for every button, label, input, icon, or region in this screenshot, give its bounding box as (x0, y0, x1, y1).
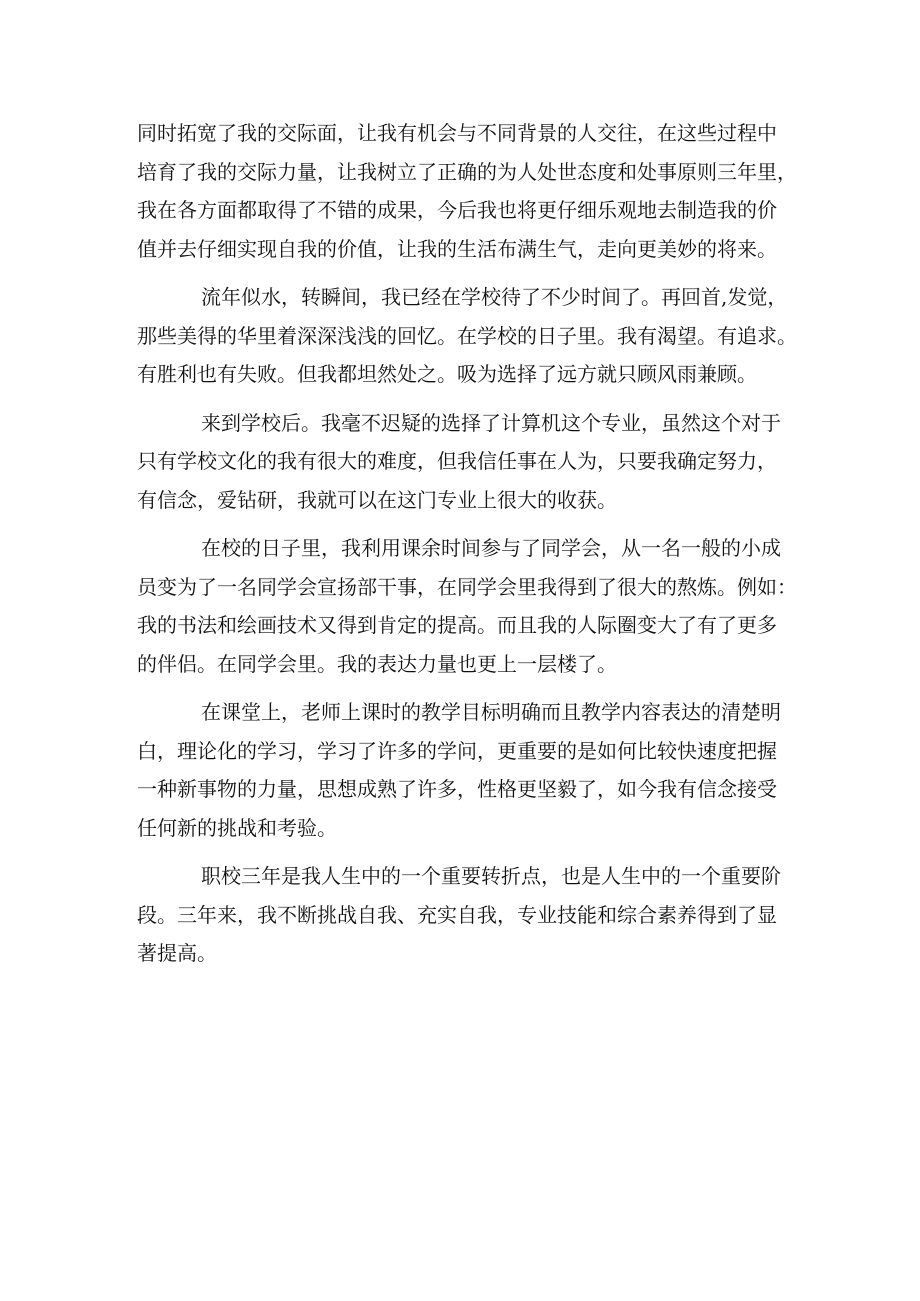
text-line: 在校的日子里，我利用课余时间参与了同学会，从一名一般的小成 (201, 536, 781, 560)
text-line: 培育了我的交际力量，让我树立了正确的为人处世态度和处事原则三年里， (137, 159, 797, 184)
text-line: 员变为了一名同学会宣扬部干事，在同学会里我得到了很大的熬炼。例如： (137, 574, 797, 599)
text-line: 流年似水，转瞬间，我已经在学校待了不少时间了。再回首,发觉， (201, 285, 788, 309)
text-line: 著提高。 (137, 941, 217, 965)
text-line: 那些美得的华里着深深浅浅的回忆。在学校的日子里。我有渴望。有追求。 (137, 323, 797, 348)
text-line: 我的书法和绘画技术又得到肯定的提高。而且我的人际圈变大了有了更多 (137, 613, 777, 637)
text-line: 在课堂上，老师上课时的教学目标明确而且教学内容表达的清楚明 (201, 700, 781, 724)
paragraph-5 (137, 693, 807, 847)
paragraph-1 (137, 114, 807, 268)
text-line: 段。三年来，我不断挑战自我、充实自我，专业技能和综合素养得到了显 (137, 902, 777, 927)
paragraph-3 (137, 404, 807, 520)
text-line: 有胜利也有失败。但我都坦然处之。吸为选择了远方就只顾风雨兼顾。 (137, 362, 757, 386)
text-line: 来到学校后。我毫不迟疑的选择了计算机这个专业，虽然这个对于 (201, 410, 781, 435)
paragraph-2 (137, 278, 807, 394)
paragraph-4 (137, 529, 807, 683)
text-line: 我在各方面都取得了不错的成果，今后我也将更仔细乐观地去制造我的价 (137, 198, 777, 222)
document-body (137, 114, 807, 983)
text-line: 有信念，爱钻研，我就可以在这门专业上很大的收获。 (137, 487, 617, 512)
text-line: 只有学校文化的我有很大的难度，但我信任事在人为，只要我确定努力， (137, 449, 777, 473)
text-line: 任何新的挑战和考验。 (137, 815, 337, 840)
text-line: 一种新事物的力量，思想成熟了许多，性格更坚毅了，如今我有信念接受 (137, 777, 777, 801)
text-line: 职校三年是我人生中的一个重要转折点，也是人生中的一个重要阶 (201, 864, 781, 888)
text-line: 值并去仔细实现自我的价值，让我的生活布满生气，走向更美妙的将来。 (137, 236, 777, 261)
text-line: 同时拓宽了我的交际面，让我有机会与不同背景的人交往，在这些过程中 (137, 121, 777, 145)
paragraph-6 (137, 857, 807, 973)
text-line: 的伴侣。在同学会里。我的表达力量也更上一层楼了。 (137, 651, 617, 676)
text-line: 白，理论化的学习，学习了许多的学问，更重要的是如何比较快速度把握 (137, 738, 777, 763)
